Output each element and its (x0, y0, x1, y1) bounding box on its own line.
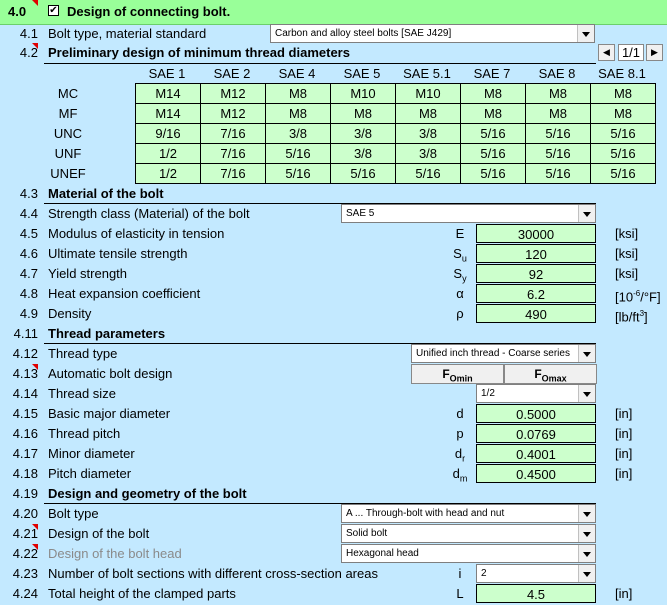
table-cell: M8 (526, 84, 591, 104)
thread-size-dropdown[interactable] (476, 384, 596, 403)
row-preliminary-design (0, 43, 667, 63)
row-label: Strength class (Material) of the bolt (48, 206, 250, 221)
row-label: Density (48, 306, 92, 321)
value-field: 30000 (476, 224, 596, 243)
unit: [in] (615, 446, 633, 461)
symbol: $d_m$ (452, 466, 468, 484)
row-automatic-design (0, 364, 667, 384)
table-cell: 5/16 (461, 164, 526, 184)
column-header: SAE 7 (473, 66, 511, 81)
row-number: 4.7 (19, 266, 38, 281)
section-header-bar (0, 0, 667, 25)
row-header: UNEF (50, 166, 86, 181)
column-header: SAE 8.1 (598, 66, 646, 81)
row-label: Pitch diameter (48, 466, 132, 481)
chevron-down-icon[interactable] (577, 25, 594, 42)
row-label: Preliminary design of minimum thread diameters (48, 45, 350, 60)
row-bolt-type-standard (0, 24, 667, 44)
column-header: SAE 5.1 (403, 66, 451, 81)
value-field: 92 (476, 264, 596, 283)
table-row (136, 84, 656, 104)
chevron-down-icon[interactable] (578, 545, 595, 562)
thread-diameter-table (135, 83, 656, 184)
row-material-heading (0, 184, 667, 204)
row-number: 4.13 (12, 366, 38, 381)
row-thread-size (0, 384, 667, 404)
row-number: 4.14 (12, 386, 38, 401)
table-cell: M12 (201, 84, 266, 104)
row-number: 4.2 (19, 45, 38, 60)
comment-marker (32, 544, 38, 550)
row-label: Minor diameter (48, 446, 135, 461)
row-yield-strength (0, 264, 667, 284)
column-header: SAE 2 (213, 66, 251, 81)
row-density (0, 304, 667, 324)
table-cell: M14 (136, 84, 201, 104)
row-number: 4.23 (12, 566, 38, 581)
chevron-down-icon[interactable] (578, 505, 595, 522)
row-design-of-bolt-head (0, 544, 667, 564)
dropdown-value: 1/2 (481, 388, 495, 399)
unit: [in] (615, 466, 633, 481)
clamped-height-input[interactable]: 4.5 (476, 584, 596, 603)
row-number: 4.21 (12, 526, 38, 541)
row-thread-type (0, 344, 667, 364)
table-cell: 3/8 (396, 124, 461, 144)
table-cell: 5/16 (331, 164, 396, 184)
symbol: p (456, 426, 464, 441)
dropdown-value: Carbon and alloy steel bolts [SAE J429] (275, 28, 452, 39)
fomax-button[interactable]: $F_{Omax}$ (504, 364, 597, 384)
row-label: Total height of the clamped parts (48, 586, 236, 601)
material-standard-dropdown[interactable] (270, 24, 595, 43)
row-label: Bolt type (48, 506, 99, 521)
comment-marker (32, 0, 38, 6)
row-label: Thread pitch (48, 426, 121, 441)
table-cell: 5/16 (396, 164, 461, 184)
table-cell: 9/16 (136, 124, 201, 144)
table-cell: 5/16 (526, 124, 591, 144)
table-row (136, 164, 656, 184)
row-number: 4.8 (19, 286, 38, 301)
table-cell: M10 (396, 84, 461, 104)
table-cell: M8 (591, 104, 656, 124)
unit: [in] (615, 406, 633, 421)
row-number: 4.12 (12, 346, 38, 361)
column-header: SAE 8 (538, 66, 576, 81)
table-cell: 5/16 (591, 144, 656, 164)
chevron-down-icon[interactable] (578, 345, 595, 362)
section-checkbox[interactable]: ✔ (49, 5, 58, 16)
row-heat-expansion (0, 284, 667, 304)
table-cell: 7/16 (201, 164, 266, 184)
symbol: i (458, 566, 462, 581)
symbol: ρ (456, 306, 464, 321)
pager-next-button[interactable]: ▶ (646, 44, 663, 61)
dropdown-value: Hexagonal head (346, 548, 419, 559)
comment-marker (32, 364, 38, 370)
value-field: 6.2 (476, 284, 596, 303)
row-modulus-elasticity (0, 224, 667, 244)
thread-type-dropdown[interactable] (411, 344, 596, 363)
row-header: MF (58, 106, 78, 121)
row-number: 4.18 (12, 466, 38, 481)
row-thread-parameters-heading (0, 324, 667, 344)
table-row (136, 124, 656, 144)
unit: [ksi] (615, 246, 639, 261)
row-strength-class (0, 204, 667, 224)
dropdown-value: Unified inch thread - Coarse series (416, 348, 570, 359)
chevron-down-icon[interactable] (578, 565, 595, 582)
row-label: Number of bolt sections with different cross-section areas (48, 566, 378, 581)
table-cell: 3/8 (331, 124, 396, 144)
row-number: 4.15 (12, 406, 38, 421)
chevron-down-icon[interactable] (578, 525, 595, 542)
row-label: Design of the bolt head (48, 546, 182, 561)
symbol: L (456, 586, 464, 601)
table-cell: 1/2 (136, 144, 201, 164)
row-number: 4.17 (12, 446, 38, 461)
row-number: 4.3 (19, 186, 38, 201)
table-cell: 5/16 (266, 144, 331, 164)
table-cell: M8 (266, 104, 331, 124)
value-field: 0.5000 (476, 404, 596, 423)
comment-marker (32, 43, 38, 49)
row-label: Modulus of elasticity in tension (48, 226, 225, 241)
row-number: 4.4 (19, 206, 38, 221)
table-cell: 3/8 (396, 144, 461, 164)
bolt-type-dropdown[interactable] (341, 504, 596, 523)
row-header: UNC (53, 126, 83, 141)
row-number: 4.11 (13, 326, 38, 341)
row-label: Ultimate tensile strength (48, 246, 188, 261)
dropdown-value: SAE 5 (346, 208, 375, 219)
column-header: SAE 1 (148, 66, 186, 81)
table-cell: M8 (331, 104, 396, 124)
column-header: SAE 5 (343, 66, 381, 81)
dropdown-value: Solid bolt (346, 528, 388, 539)
table-row (136, 144, 656, 164)
value-field: 0.4500 (476, 464, 596, 483)
row-number: 4.19 (12, 486, 38, 501)
table-row (136, 104, 656, 124)
table-cell: 3/8 (266, 124, 331, 144)
row-number: 4.1 (19, 26, 38, 41)
row-number: 4.16 (12, 426, 38, 441)
bolt-head-dropdown[interactable] (341, 544, 596, 563)
symbol: $S_y$ (453, 266, 467, 284)
table-cell: 5/16 (266, 164, 331, 184)
table-cell: M8 (461, 84, 526, 104)
table-cell: 3/8 (331, 144, 396, 164)
unit: $[10^{-6}/^\circ F]$ (615, 289, 661, 305)
table-cell: 5/16 (591, 124, 656, 144)
row-thread-pitch (0, 424, 667, 444)
pager-prev-button[interactable]: ◀ (598, 44, 615, 61)
row-design-of-bolt (0, 524, 667, 544)
fomin-button[interactable]: $F_{Omin}$ (411, 364, 504, 384)
row-pitch-diameter (0, 464, 667, 484)
column-header: SAE 4 (278, 66, 316, 81)
row-minor-diameter (0, 444, 667, 464)
row-ultimate-tensile (0, 244, 667, 264)
chevron-down-icon[interactable] (578, 385, 595, 402)
section-heading: Thread parameters (48, 326, 166, 341)
section-number: 4.0 (8, 4, 27, 19)
unit: $[lb/ft^3]$ (615, 309, 648, 325)
table-cell: 5/16 (591, 164, 656, 184)
unit: [ksi] (615, 266, 639, 281)
table-cell: 1/2 (136, 164, 201, 184)
row-bolt-sections (0, 564, 667, 584)
table-cell: M12 (201, 104, 266, 124)
dropdown-value: 2 (481, 568, 487, 579)
section-title: Design of connecting bolt. (67, 4, 231, 19)
bolt-design-dropdown[interactable] (341, 524, 596, 543)
row-label: Bolt type, material standard (48, 26, 207, 41)
table-cell: 5/16 (461, 144, 526, 164)
symbol: $d_r$ (454, 446, 466, 464)
table-cell: M8 (396, 104, 461, 124)
table-cell: M8 (266, 84, 331, 104)
pager-indicator: 1/1 (618, 44, 644, 61)
row-bolt-type (0, 504, 667, 524)
chevron-down-icon[interactable] (578, 205, 595, 222)
table-cell: 5/16 (526, 164, 591, 184)
table-cell: 5/16 (526, 144, 591, 164)
row-label: Heat expansion coefficient (48, 286, 201, 301)
row-label: Automatic bolt design (48, 366, 173, 381)
row-header: UNF (54, 146, 82, 161)
symbol: d (456, 406, 464, 421)
row-label: Basic major diameter (48, 406, 171, 421)
row-number: 4.9 (19, 306, 38, 321)
row-number: 4.20 (12, 506, 38, 521)
row-number: 4.5 (19, 226, 38, 241)
table-cell: M10 (331, 84, 396, 104)
symbol: α (456, 286, 464, 301)
row-header: MC (57, 86, 79, 101)
row-label: Yield strength (48, 266, 128, 281)
table-cell: 7/16 (201, 144, 266, 164)
unit: [in] (615, 426, 633, 441)
row-label: Thread type (48, 346, 118, 361)
row-number: 4.24 (12, 586, 38, 601)
bolt-sections-dropdown[interactable] (476, 564, 596, 583)
dropdown-value: A ... Through-bolt with head and nut (346, 508, 505, 519)
row-label: Thread size (48, 386, 116, 401)
table-cell: M8 (526, 104, 591, 124)
unit: [ksi] (615, 226, 639, 241)
table-cell: 7/16 (201, 124, 266, 144)
row-number: 4.22 (12, 546, 38, 561)
row-design-geometry-heading (0, 484, 667, 504)
row-basic-major-diameter (0, 404, 667, 424)
value-field: 0.0769 (476, 424, 596, 443)
table-cell: M8 (591, 84, 656, 104)
unit: [in] (615, 586, 633, 601)
row-number: 4.6 (19, 246, 38, 261)
symbol: $S_u$ (453, 246, 467, 264)
table-cell: M14 (136, 104, 201, 124)
row-label: Design of the bolt (48, 526, 150, 541)
comment-marker (32, 524, 38, 530)
table-cell: M8 (461, 104, 526, 124)
value-field: 0.4001 (476, 444, 596, 463)
symbol: E (455, 226, 465, 241)
strength-class-dropdown[interactable] (341, 204, 596, 223)
value-field: 120 (476, 244, 596, 263)
table-cell: 5/16 (461, 124, 526, 144)
section-heading: Material of the bolt (48, 186, 164, 201)
value-field: 490 (476, 304, 596, 323)
section-heading: Design and geometry of the bolt (48, 486, 247, 501)
row-clamped-height (0, 584, 667, 604)
